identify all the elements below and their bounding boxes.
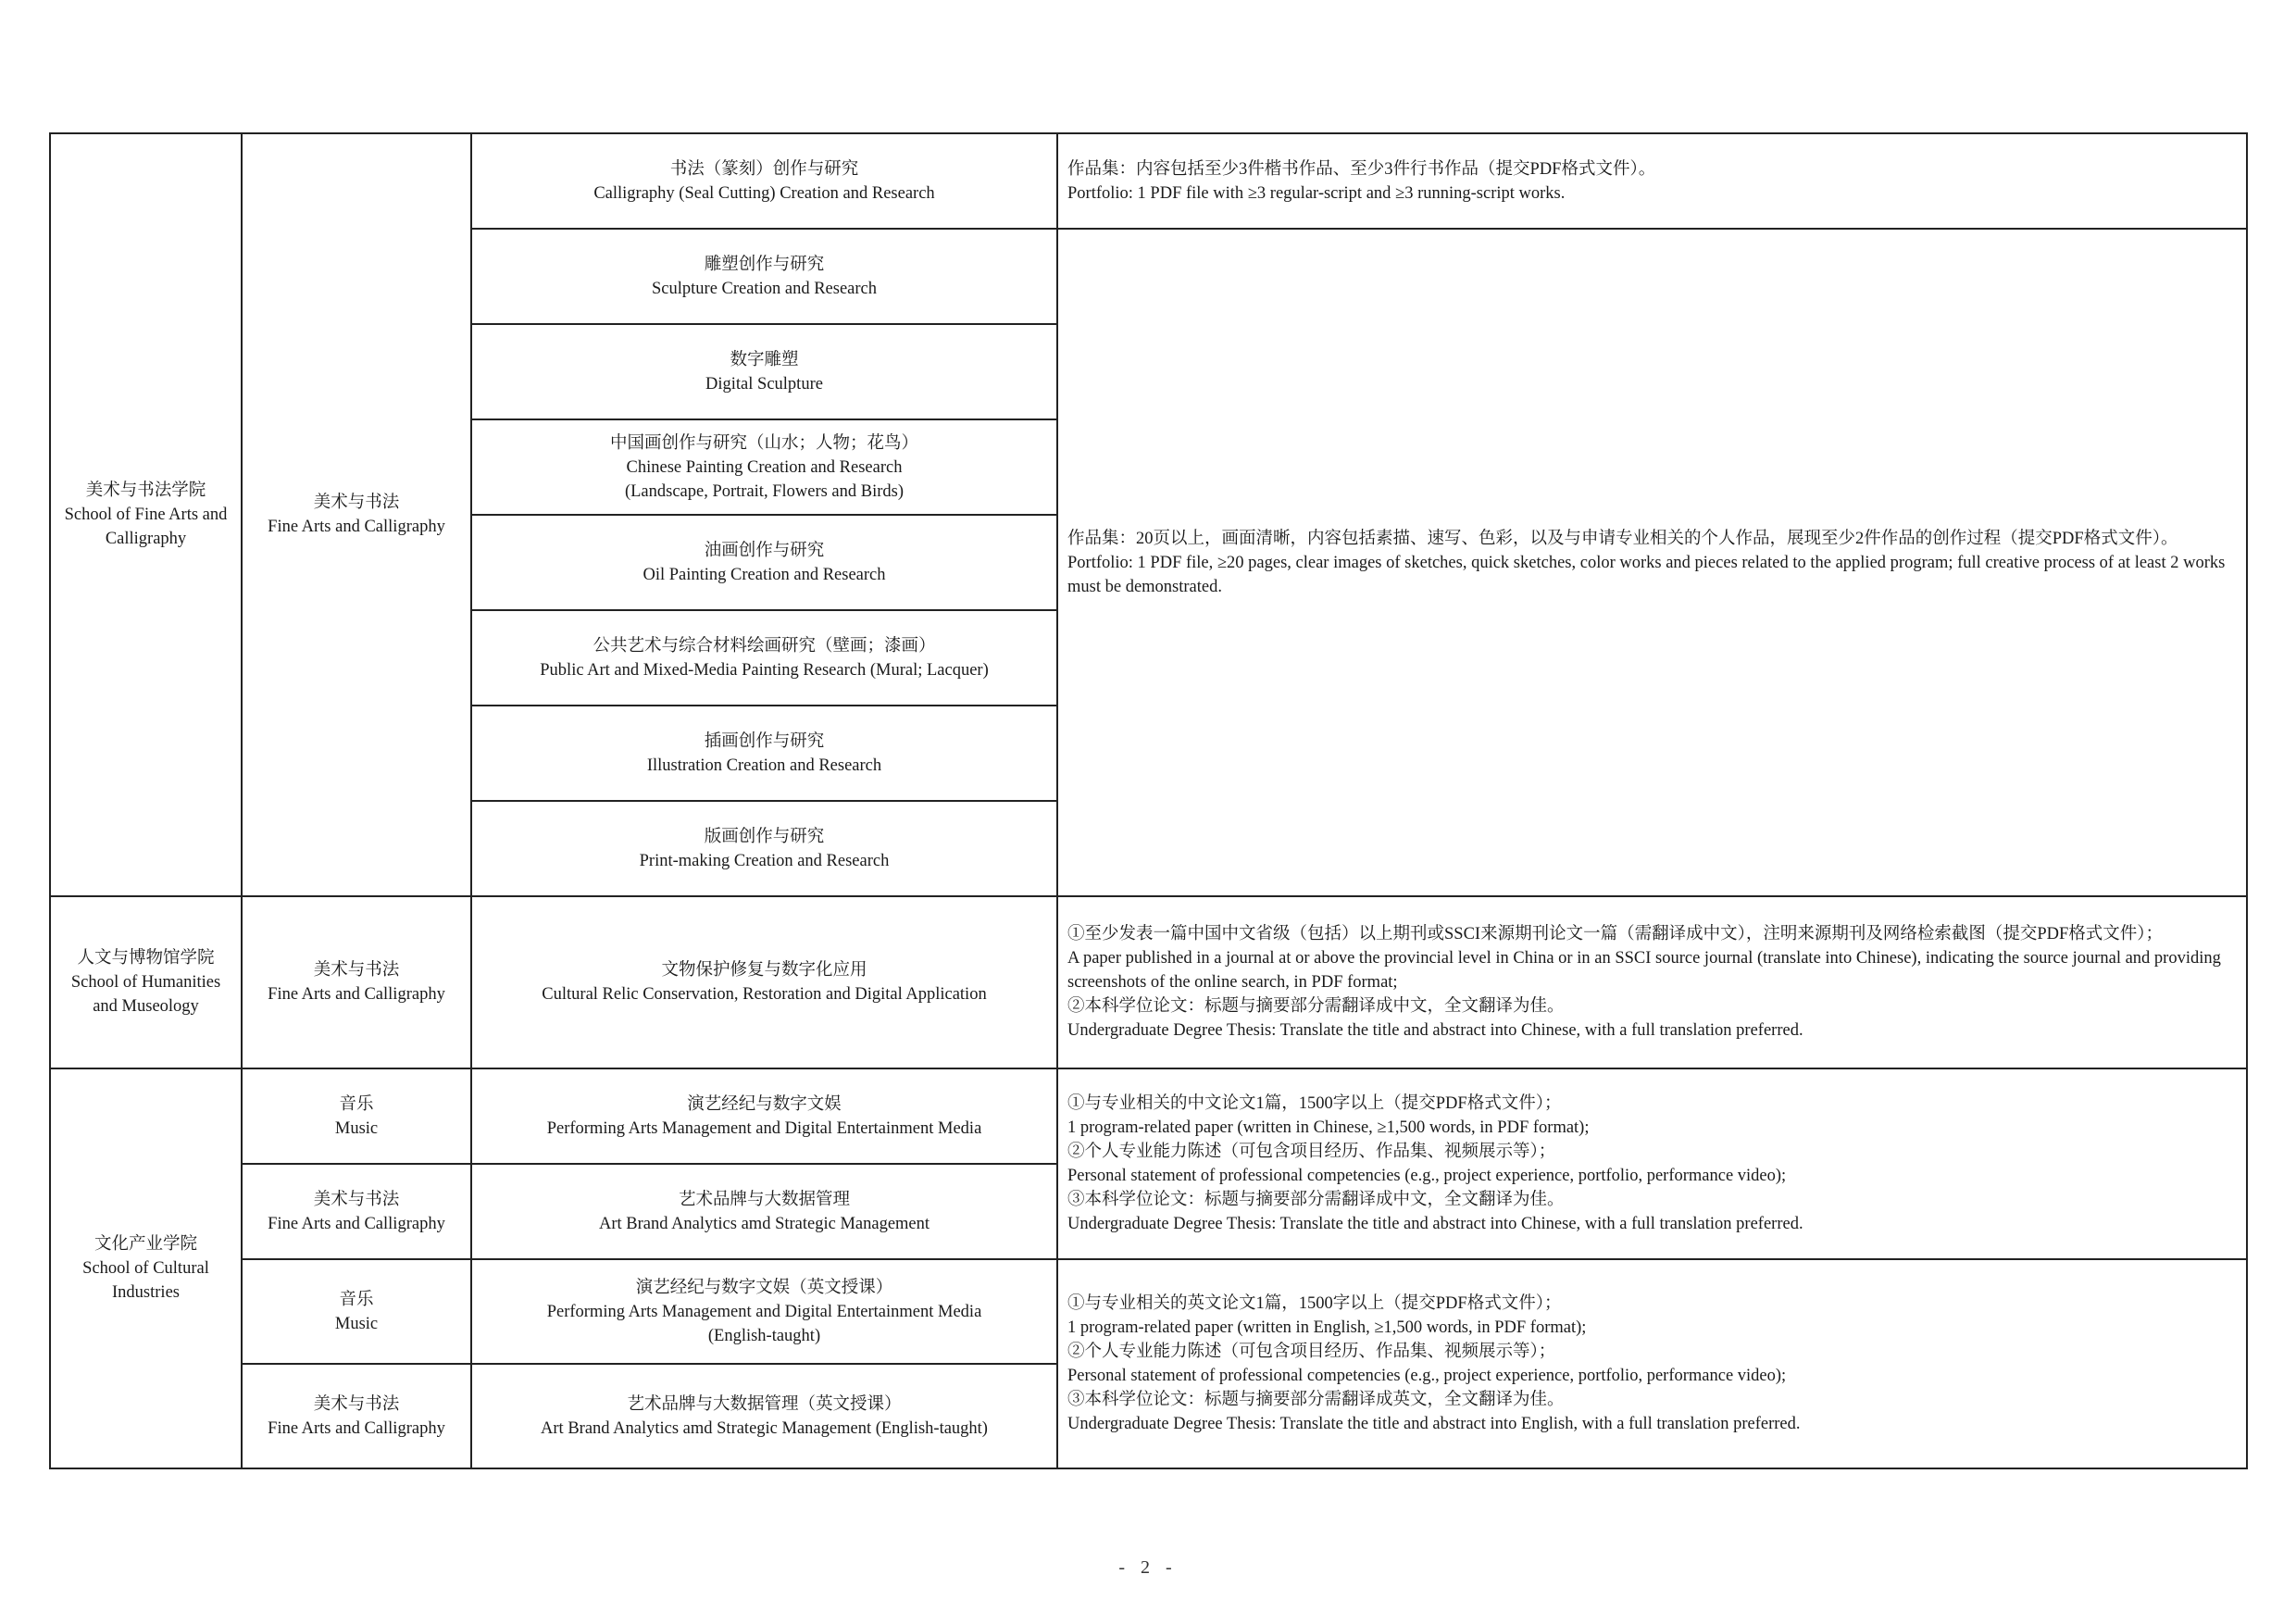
requirement-line: ③本科学位论文：标题与摘要部分需翻译成英文，全文翻译为佳。 (1067, 1391, 1565, 1409)
discipline-name-en: Fine Arts and Calligraphy (268, 985, 445, 1004)
discipline-name-zh: 音乐 (339, 1290, 374, 1309)
requirement-line: 作品集：20页以上，画面清晰，内容包括素描、速写、色彩，以及与申请专业相关的个人作品，展现至少2件作品的创作过程（提交PDF格式文件）。 (1067, 529, 2178, 548)
program-cell (471, 515, 1057, 610)
discipline-cell (242, 896, 471, 1068)
program-cell (471, 229, 1057, 324)
requirement-line: Portfolio: 1 PDF file with ≥3 regular-script and ≥3 running-script works. (1067, 183, 1566, 203)
discipline-name-zh: 美术与书法 (313, 1394, 400, 1414)
program-name-zh: 公共艺术与综合材料绘画研究（壁画；漆画） (593, 636, 936, 656)
discipline-name-en: Fine Arts and Calligraphy (268, 518, 445, 536)
requirement-cell (1057, 229, 2247, 896)
discipline-name-en: Music (334, 1118, 379, 1138)
table-row (50, 896, 2247, 1068)
discipline-name-en: Fine Arts and Calligraphy (268, 1214, 445, 1233)
school-name-zh: 文化产业学院 (94, 1235, 197, 1254)
requirement-line: ①与专业相关的中文论文1篇，1500字以上（提交PDF格式文件）； (1067, 1094, 1562, 1113)
program-name-en: Illustration Creation and Research (646, 756, 882, 775)
program-cell (471, 896, 1057, 1068)
program-cell (471, 324, 1057, 419)
program-cell (471, 133, 1057, 229)
requirement-cell (1057, 896, 2247, 1068)
requirement-line: ②个人专业能力陈述（可包含项目经历、作品集、视频展示等）； (1067, 1143, 1556, 1161)
program-name-zh: 雕塑创作与研究 (704, 255, 825, 274)
school-cell (50, 133, 242, 896)
school-name-zh: 美术与书法学院 (85, 481, 206, 500)
discipline-cell (242, 1259, 471, 1364)
program-name-zh: 书法（篆刻）创作与研究 (669, 159, 859, 179)
requirement-line: ③本科学位论文：标题与摘要部分需翻译成中文，全文翻译为佳。 (1067, 1191, 1565, 1209)
requirement-line: Undergraduate Degree Thesis: Translate the title and abstract into English, with a full translation preferred. (1067, 1415, 1801, 1433)
requirements-table (49, 132, 2248, 1469)
discipline-name-zh: 美术与书法 (313, 493, 400, 512)
requirement-cell (1057, 1068, 2247, 1259)
requirement-line: Undergraduate Degree Thesis: Translate the title and abstract into Chinese, with a full translation preferred. (1067, 1215, 1803, 1233)
discipline-name-zh: 美术与书法 (313, 1190, 400, 1209)
program-cell (471, 610, 1057, 706)
program-name-en: Sculpture Creation and Research (652, 279, 877, 298)
program-name-en: Calligraphy (Seal Cutting) Creation and Research (593, 183, 935, 203)
discipline-name-en: Fine Arts and Calligraphy (268, 1418, 445, 1438)
requirement-line: Personal statement of professional competencies (e.g., project experience, portfolio, performance video); (1067, 1167, 1787, 1185)
requirement-line: ①与专业相关的英文论文1篇，1500字以上（提交PDF格式文件）； (1067, 1294, 1562, 1313)
program-name-en: Performing Arts Management and Digital Entertainment Media (546, 1302, 982, 1321)
discipline-cell (242, 133, 471, 896)
table-row (50, 1068, 2247, 1164)
requirement-line: Portfolio: 1 PDF file, ≥20 pages, clear images of sketches, quick sketches, color works and pieces related to the applied program; full creative process of at least 2 works must be demonstrated. (1067, 553, 2226, 596)
program-name-en: Public Art and Mixed-Media Painting Research (Mural; Lacquer) (540, 660, 989, 680)
requirement-cell (1057, 133, 2247, 229)
school-cell (50, 1068, 242, 1468)
program-name-en: Oil Painting Creation and Research (643, 565, 886, 584)
discipline-name-zh: 音乐 (339, 1094, 374, 1114)
program-name-en: Performing Arts Management and Digital Entertainment Media (546, 1118, 982, 1138)
program-name-en: Art Brand Analytics amd Strategic Management (598, 1214, 930, 1233)
program-cell (471, 419, 1057, 515)
program-name-en: Art Brand Analytics amd Strategic Management (English-taught) (541, 1418, 988, 1438)
program-name-en-detail: (Landscape, Portrait, Flowers and Birds) (624, 481, 905, 501)
program-name-zh: 插画创作与研究 (704, 731, 825, 751)
discipline-name-en: Music (334, 1314, 379, 1333)
page-number: - 2 - (1118, 1557, 1178, 1578)
school-name-zh: 人文与博物馆学院 (77, 949, 215, 968)
program-name-en: Print-making Creation and Research (639, 851, 890, 870)
program-name-zh: 文物保护修复与数字化应用 (661, 961, 867, 980)
requirement-line: ②个人专业能力陈述（可包含项目经历、作品集、视频展示等）； (1067, 1343, 1556, 1361)
school-name-en: School of Cultural Industries (82, 1259, 209, 1302)
requirement-line: Undergraduate Degree Thesis: Translate the title and abstract into Chinese, with a full translation preferred. (1067, 1021, 1803, 1040)
program-name-en: Digital Sculpture (705, 374, 823, 394)
discipline-cell (242, 1364, 471, 1468)
discipline-cell (242, 1164, 471, 1259)
requirement-line: ①至少发表一篇中国中文省级（包括）以上期刊或SSCI来源期刊论文一篇（需翻译成中文），注明来源期刊及网络检索截图（提交PDF格式文件）； (1067, 925, 2164, 943)
program-name-zh: 演艺经纪与数字文娱（英文授课） (635, 1278, 893, 1297)
discipline-name-zh: 美术与书法 (313, 961, 400, 980)
program-cell (471, 706, 1057, 801)
requirement-cell (1057, 1259, 2247, 1468)
program-name-zh: 数字雕塑 (730, 350, 799, 369)
program-name-zh: 演艺经纪与数字文娱 (687, 1094, 842, 1114)
requirement-line: 作品集：内容包括至少3件楷书作品、至少3件行书作品（提交PDF格式文件）。 (1067, 159, 1656, 179)
program-cell (471, 1364, 1057, 1468)
requirement-line: A paper published in a journal at or above the provincial level in China or in an SSCI source journal (translate into Chinese), indicating the source journal and providing screenshots of the online search, in PDF format; (1067, 949, 2221, 992)
school-name-en: School of Fine Arts and Calligraphy (64, 506, 228, 548)
program-name-en-detail: (English-taught) (707, 1326, 821, 1345)
program-cell (471, 801, 1057, 896)
table-row (50, 133, 2247, 229)
program-name-zh: 油画创作与研究 (704, 541, 825, 560)
discipline-cell (242, 1068, 471, 1164)
program-cell (471, 1259, 1057, 1364)
requirement-line: Personal statement of professional competencies (e.g., project experience, portfolio, performance video); (1067, 1367, 1787, 1385)
table-row (50, 1259, 2247, 1364)
school-name-en: School of Humanities and Museology (70, 973, 221, 1016)
program-name-en: Chinese Painting Creation and Research (626, 457, 903, 477)
requirement-line: ②本科学位论文：标题与摘要部分需翻译成中文，全文翻译为佳。 (1067, 997, 1565, 1016)
program-name-zh: 艺术品牌与大数据管理（英文授课） (627, 1394, 902, 1414)
program-name-zh: 中国画创作与研究（山水；人物；花鸟） (609, 433, 918, 453)
program-cell (471, 1164, 1057, 1259)
school-cell (50, 896, 242, 1068)
program-name-zh: 版画创作与研究 (704, 827, 825, 846)
program-name-zh: 艺术品牌与大数据管理 (678, 1190, 850, 1209)
program-cell (471, 1068, 1057, 1164)
program-name-en: Cultural Relic Conservation, Restoration and Digital Application (542, 985, 987, 1004)
requirement-line: 1 program-related paper (written in Chinese, ≥1,500 words, in PDF format); (1067, 1118, 1590, 1137)
requirement-line: 1 program-related paper (written in English, ≥1,500 words, in PDF format); (1067, 1318, 1587, 1337)
